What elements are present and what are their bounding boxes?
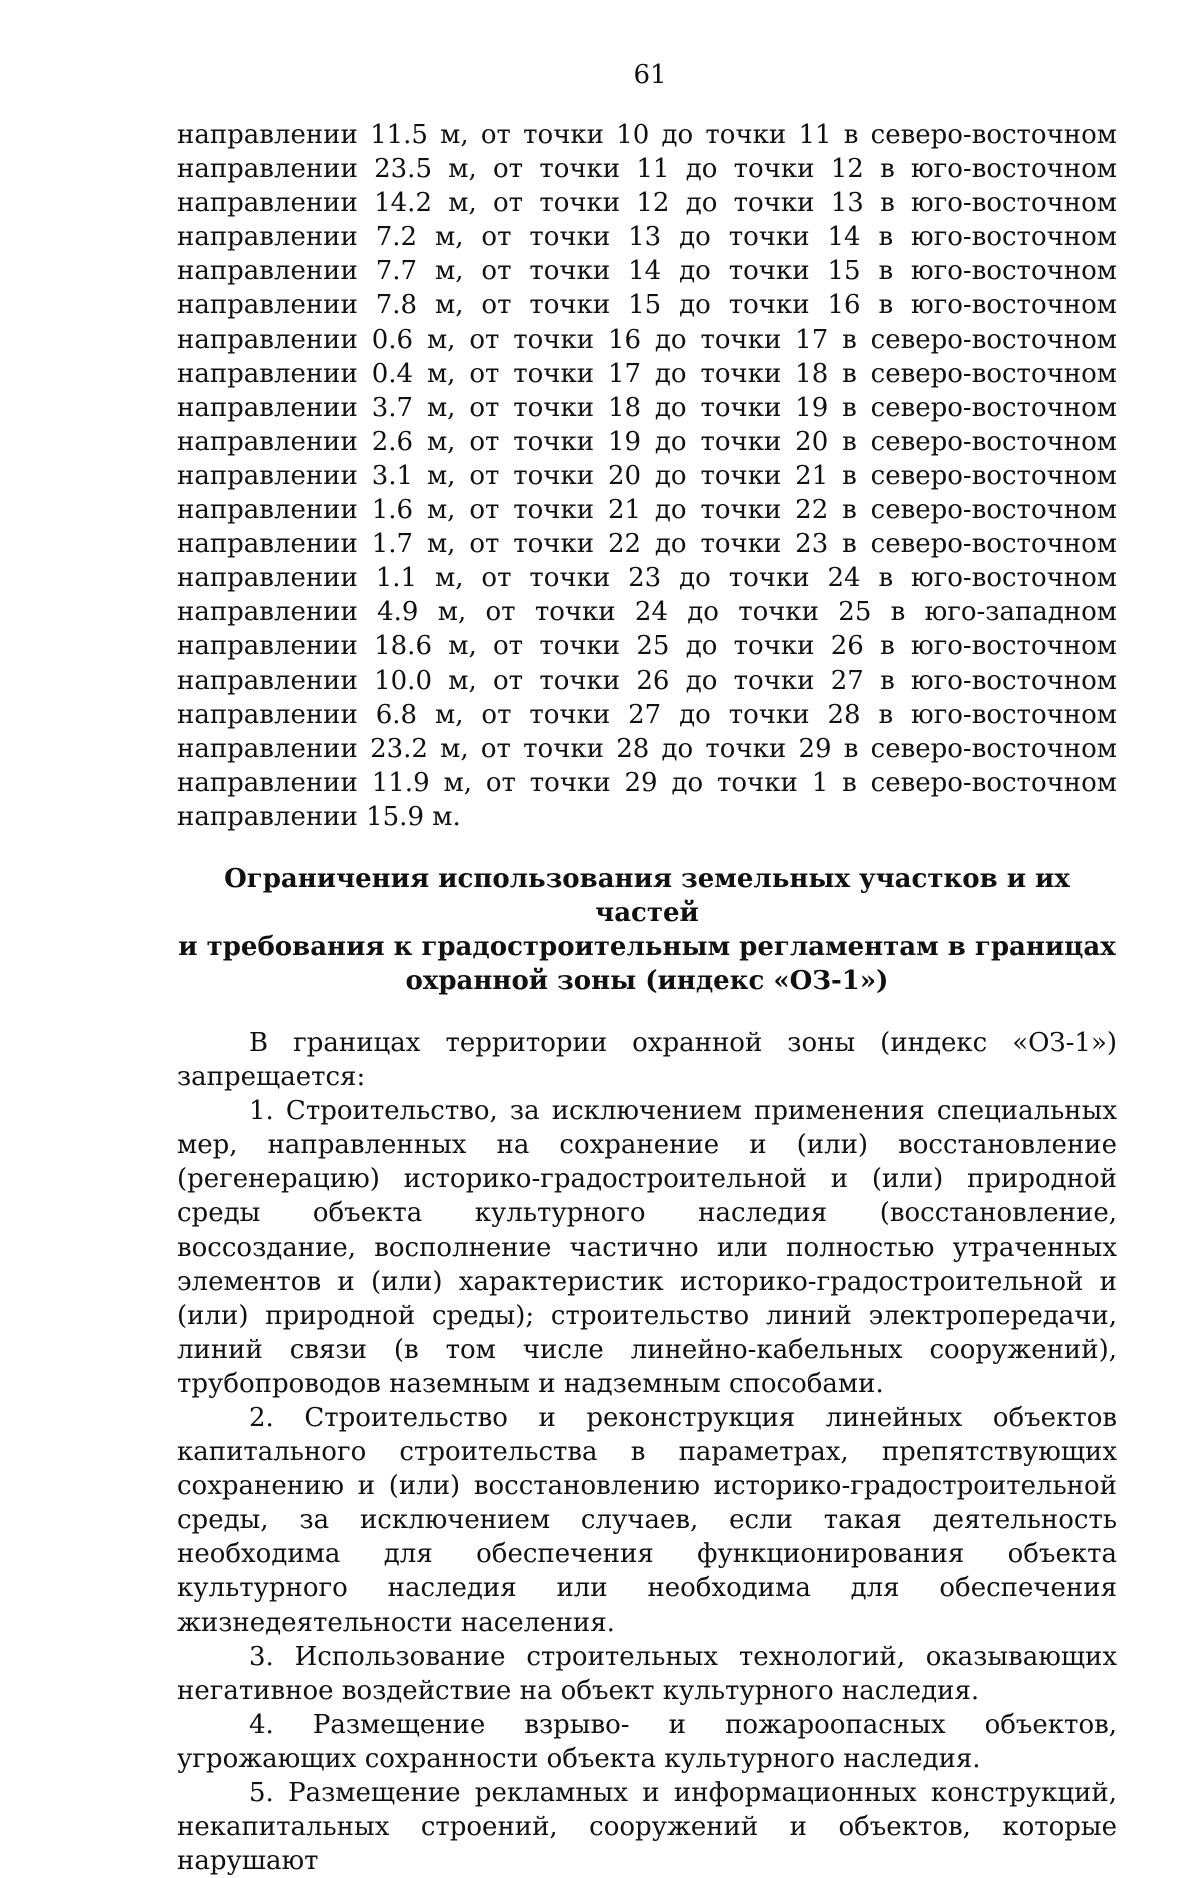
section-heading	[177, 862, 1117, 998]
list-item-3: 3. Использование строительных технологий, оказывающих негативное воздействие на объект культурного наследия.	[177, 1641, 1117, 1706]
list-item-5: 5. Размещение рекламных и информационных конструкций, некапитальных строений, сооружений и объектов, которые нарушают	[177, 1778, 1117, 1877]
heading-line-3: охранной зоны (индекс «ОЗ-1»)	[405, 965, 889, 996]
list-item-2: 2. Строительство и реконструкция линейных объектов капитального строительства в параметрах, препятствующих сохранению и (или) восстановлению историко-градостроительной среды, за исключением случаев, если такая деятельность необходима для обеспечения функционирования объекта культурного наследия или необходима для обеспечения жизнедеятельности населения.	[177, 1403, 1117, 1638]
intro-paragraph: направлении 11.5 м, от точки 10 до точки 11 в северо-восточном направлении 23.5 м, от точки 11 до точки 12 в юго-восточном направлении 14.2 м, от точки 12 до точки 13 в юго-восточном направлении 7.2 м, от точки 13 до точки 14 в юго-восточном направлении 7.7 м, от точки 14 до точки 15 в юго-восточном направлении 7.8 м, от точки 15 до точки 16 в юго-восточном направлении 0.6 м, от точки 16 до точки 17 в северо-восточном направлении 0.4 м, от точки 17 до точки 18 в северо-восточном направлении 3.7 м, от точки 18 до точки 19 в северо-восточном направлении 2.6 м, от точки 19 до точки 20 в северо-восточном направлении 3.1 м, от точки 20 до точки 21 в северо-восточном направлении 1.6 м, от точки 21 до точки 22 в северо-восточном направлении 1.7 м, от точки 22 до точки 23 в северо-восточном направлении 1.1 м, от точки 23 до точки 24 в юго-восточном направлении 4.9 м, от точки 24 до точки 25 в юго-западном направлении 18.6 м, от точки 25 до точки 26 в юго-восточном направлении 10.0 м, от точки 26 до точки 27 в юго-восточном направлении 6.8 м, от точки 27 до точки 28 в юго-восточном направлении 23.2 м, от точки 28 до точки 29 в северо-восточном направлении 11.9 м, от точки 29 до точки 1 в северо-восточном направлении 15.9 м.	[177, 120, 1117, 832]
lead-sentence: В границах территории охранной зоны (индекс «ОЗ-1») запрещается:	[177, 1027, 1117, 1093]
list-item-1: 1. Строительство, за исключением применения специальных мер, направленных на сохранение и (или) восстановление (регенерацию) историко-градостроительной и (или) природной среды объекта культурного наследия (восстановление, воссоздание, восполнение частично или полностью утраченных элементов и (или) характеристик историко-градостроительной и (или) природной среды); строительство линий электропередачи, линий связи (в том числе линейно-кабельных сооружений), трубопроводов наземным и надземным способами.	[177, 1096, 1117, 1399]
page-number: 61	[633, 60, 667, 90]
document-body	[177, 118, 1117, 1878]
list-item-4: 4. Размещение взрыво- и пожароопасных объектов, угрожающих сохранности объекта культурного наследия.	[177, 1709, 1117, 1774]
heading-line-1: Ограничения использования земельных участков и их частей	[224, 863, 1070, 928]
heading-line-2: и требования к градостроительным регламентам в границах	[178, 931, 1116, 962]
